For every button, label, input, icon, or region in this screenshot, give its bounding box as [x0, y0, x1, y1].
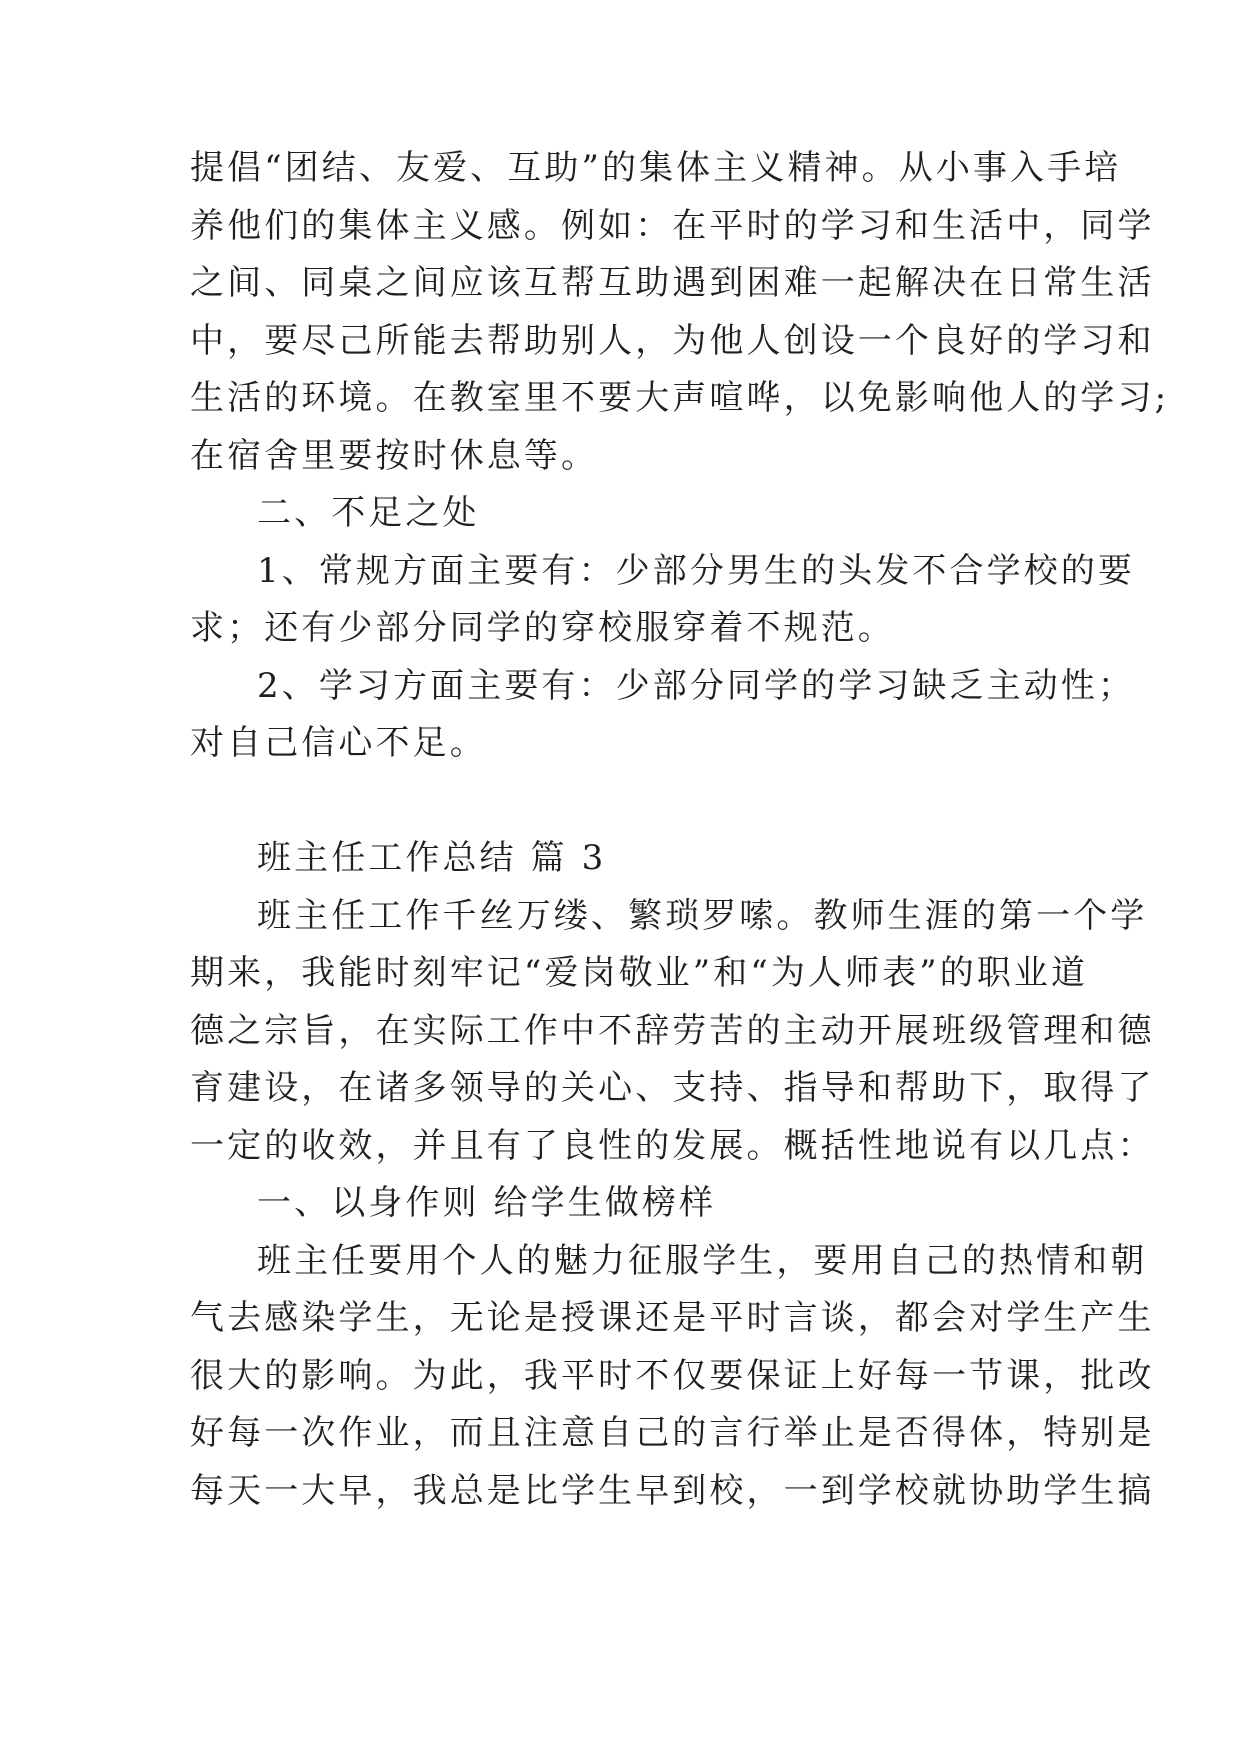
- heading-shortcomings: 二、不足之处: [257, 493, 480, 533]
- paragraph-line: 之间、同桌之间应该互帮互助遇到困难一起解决在日常生活: [190, 263, 1155, 303]
- paragraph-line: 养他们的集体主义感。例如：在平时的学习和生活中，同学: [190, 205, 1155, 246]
- section-title: 班主任工作总结 篇 3: [257, 838, 607, 878]
- paragraph-line: 每天一大早，我总是比学生早到校，一到学校就协助学生搞: [190, 1470, 1155, 1511]
- list-item-line: 2、学习方面主要有：少部分同学的学习缺乏主动性；: [257, 665, 1136, 706]
- paragraph-line: 班主任工作千丝万缕、繁琐罗嗦。教师生涯的第一个学: [257, 895, 1148, 936]
- paragraph-line: 中，要尽己所能去帮助别人，为他人创设一个良好的学习和: [190, 320, 1155, 361]
- paragraph-line: 期来，我能时刻牢记“爱岗敬业”和“为人师表”的职业道: [190, 953, 1089, 993]
- paragraph-line: 好每一次作业，而且注意自己的言行举止是否得体，特别是: [190, 1413, 1155, 1453]
- paragraph-line: 德之宗旨，在实际工作中不辞劳苦的主动开展班级管理和德: [190, 1010, 1155, 1051]
- document-body: [190, 140, 1170, 1520]
- list-item-line: 1、常规方面主要有：少部分男生的头发不合学校的要: [257, 550, 1136, 591]
- paragraph-line: 气去感染学生，无论是授课还是平时言谈，都会对学生产生: [190, 1298, 1155, 1338]
- paragraph-line: 很大的影响。为此，我平时不仅要保证上好每一节课，批改: [190, 1355, 1155, 1396]
- section-spacer: [190, 773, 1060, 831]
- paragraph-line: 班主任要用个人的魅力征服学生，要用自己的热情和朝: [257, 1240, 1148, 1281]
- paragraph-line: 生活的环境。在教室里不要大声喧哗，以免影响他人的学习;: [190, 378, 1170, 418]
- paragraph-line: 一定的收效，并且有了良性的发展。概括性地说有以几点：: [190, 1125, 1155, 1166]
- paragraph-line: 在宿舍里要按时休息等。: [190, 435, 599, 476]
- list-item-line: 求；还有少部分同学的穿校服穿着不规范。: [190, 608, 895, 648]
- list-item-line: 对自己信心不足。: [190, 723, 487, 763]
- subheading: 一、以身作则 给学生做榜样: [257, 1183, 717, 1223]
- paragraph-line: 提倡“团结、友爱、互助”的集体主义精神。从小事入手培: [190, 148, 1122, 188]
- paragraph-line: 育建设，在诸多领导的关心、支持、指导和帮助下，取得了: [190, 1068, 1155, 1108]
